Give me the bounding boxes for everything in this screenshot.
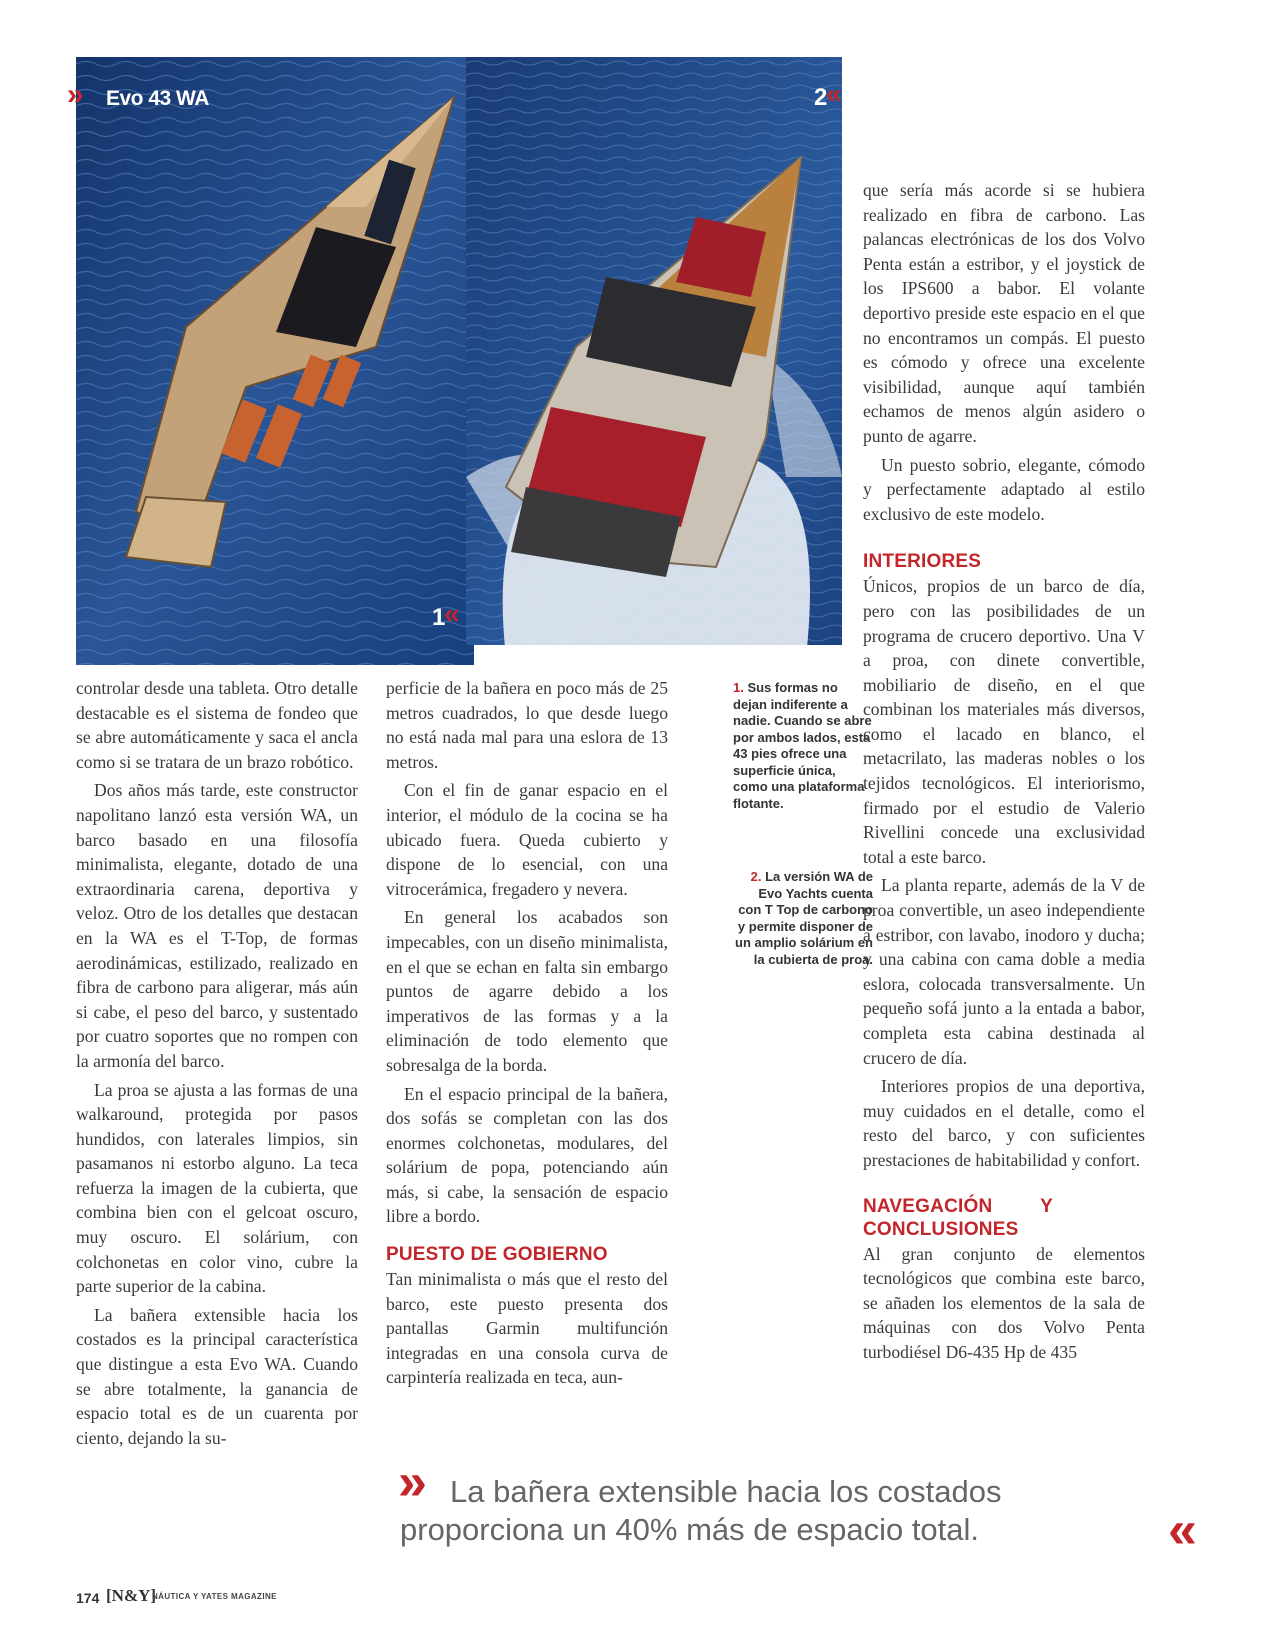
photo-1-chevron-icon: « <box>444 598 452 629</box>
caption-2-number: 2. <box>750 869 762 884</box>
article-column-3 <box>863 178 1145 1365</box>
col3-paragraph: Interiores propios de una deportiva, muy cuidados en el detalle, como el resto del barco, y con suficientes prestaciones de habitabilidad y confort. <box>863 1076 1145 1170</box>
photo-number-1: 1 <box>432 604 446 631</box>
pull-quote-close-icon: « <box>1168 1501 1185 1559</box>
article-column-1 <box>76 676 358 1450</box>
col3-paragraph: Únicos, propios de un barco de día, pero con las posibilidades de un programa de crucero deportivo. Una V a proa, con dinete convertible, mobiliario de diseño, en el que combinan los materiales más diversos, como el lacado en blanco, el metacrilato, las maderas nobles o los tejidos tecnológicos. El interiorismo, firmado por el estudio de Valerio Rivellini concede una exclusividad total a este barco. <box>863 576 1145 867</box>
magazine-logo: [N&Y] <box>106 1586 157 1605</box>
section-tag-chevron-icon: » <box>67 78 76 111</box>
photo-2-chevron-icon: « <box>826 78 834 109</box>
col2-paragraph: En general los acabados son impecables, con un diseño minimalista, en el que se echan en falta sin embargo puntos de agarre debido a los imperativos de las formas y a la eliminación de todo elemento que sobresalga de la borda. <box>386 907 668 1075</box>
magazine-name: NÁUTICA Y YATES MAGAZINE <box>152 1592 277 1601</box>
pull-quote-open-icon: » <box>398 1453 415 1511</box>
caption-1-text: Sus formas no dejan indiferente a nadie. Cuando se abre por ambos lados, esta 43 pies ofrece una superficie única, como una plataforma flotante. <box>733 680 872 811</box>
col2-paragraph: Tan minimalista o más que el resto del barco, este puesto presenta dos pantallas Garmin multifunción integradas en una consola curva de carpintería realizada en teca, aun- <box>386 1269 668 1388</box>
page-number: 174 <box>76 1590 100 1606</box>
section-tag-label: Evo 43 WA <box>106 87 209 110</box>
col1-paragraph: La proa se ajusta a las formas de una walkaround, protegida por pasos hundidos, con laterales limpios, sin pasamanos ni estorbo alguno. La teca refuerza la imagen de la cubierta, que combina bien con el gelcoat oscuro, muy oscuro. El solárium, con colchonetas en color vino, cubre la parte superior de la cabina. <box>76 1079 358 1297</box>
caption-1-number: 1. <box>733 680 744 695</box>
caption-1 <box>733 680 873 812</box>
photo-number-2: 2 <box>814 84 828 111</box>
pull-quote <box>400 1473 1100 1549</box>
heading-navegacion-y-conclusiones: NAVEGACIÓN Y CONCLUSIONES <box>863 1195 1053 1240</box>
col3-paragraph: Un puesto sobrio, elegante, cómodo y perfectamente adaptado al estilo exclusivo de este modelo. <box>863 454 1145 524</box>
heading-interiores: INTERIORES <box>863 551 982 573</box>
caption-2 <box>733 869 873 968</box>
article-column-2 <box>386 676 668 1390</box>
photo-boat-wake <box>466 57 842 645</box>
col2-paragraph: perficie de la bañera en poco más de 25 metros cuadrados, lo que desde luego no está nada mal para una eslora de 13 metros. <box>386 678 668 772</box>
heading-puesto-de-gobierno: PUESTO DE GOBIERNO <box>386 1244 608 1266</box>
col3-paragraph: La planta reparte, además de la V de proa convertible, un aseo independiente a estribor, con lavabo, inodoro y ducha; y una cabina con cama doble a media eslora, colocada transversalmente. Un pequeño sofá junto a la entada a babor, completa esta cabina destinada al crucero de día. <box>863 875 1145 1068</box>
col2-paragraph: Con el fin de ganar espacio en el interior, el módulo de la cocina se ha ubicado fuera. Queda cubierto y dispone de lo esencial, con una vitrocerámica, fregadero y nevera. <box>386 780 668 899</box>
caption-2-text: La versión WA de Evo Yachts cuenta con T Top de carbono y permite disponer de un amplio solárium en la cubierta de proa. <box>735 869 873 967</box>
pull-quote-text: La bañera extensible hacia los costados proporciona un 40% más de espacio total. <box>400 1474 1002 1547</box>
photo-boat-top-view <box>76 57 474 665</box>
col1-paragraph: Dos años más tarde, este constructor napolitano lanzó esta versión WA, un barco basado en una filosofía minimalista, elegante, dotado de una extraordinaria carena, deportiva y veloz. Otro de los detalles que destacan en la WA es el T-Top, de formas aerodinámicas, estilizado, realizado en fibra de carbono para aligerar, más aún si cabe, el peso del barco, y sustentado por cuatro soportes que no rompen con la armonía del barco. <box>76 780 358 1071</box>
col3-paragraph: Al gran conjunto de elementos tecnológicos que combina este barco, se añaden los elementos de la sala de máquinas con dos Volvo Penta turbodiésel D6-435 Hp de 435 <box>863 1243 1145 1362</box>
col3-paragraph: que sería más acorde si se hubiera realizado en fibra de carbono. Las palancas electrónicas de los dos Volvo Penta están a estribor, y el joystick de los IPS600 a babor. El volante deportivo preside este espacio en el que no encontramos un compás. El puesto es cómodo y ofrece una excelente visibilidad, aunque aquí también echamos de menos algún asidero o punto de agarre. <box>863 180 1145 446</box>
col1-paragraph: La bañera extensible hacia los costados es la principal característica que distingue a esta Evo WA. Cuando se abre totalmente, la ganancia de espacio total es de un cuarenta por ciento, dejando la su- <box>76 1304 358 1448</box>
col1-paragraph: controlar desde una tableta. Otro detalle destacable es el sistema de fondeo que se abre automáticamente y saca el ancla como si se tratara de un brazo robótico. <box>76 678 358 772</box>
col2-paragraph: En el espacio principal de la bañera, dos sofás se completan con las dos enormes colchonetas, modulares, del solárium de popa, potenciando aún más, si cabe, la sensación de espacio libre a bordo. <box>386 1083 668 1227</box>
